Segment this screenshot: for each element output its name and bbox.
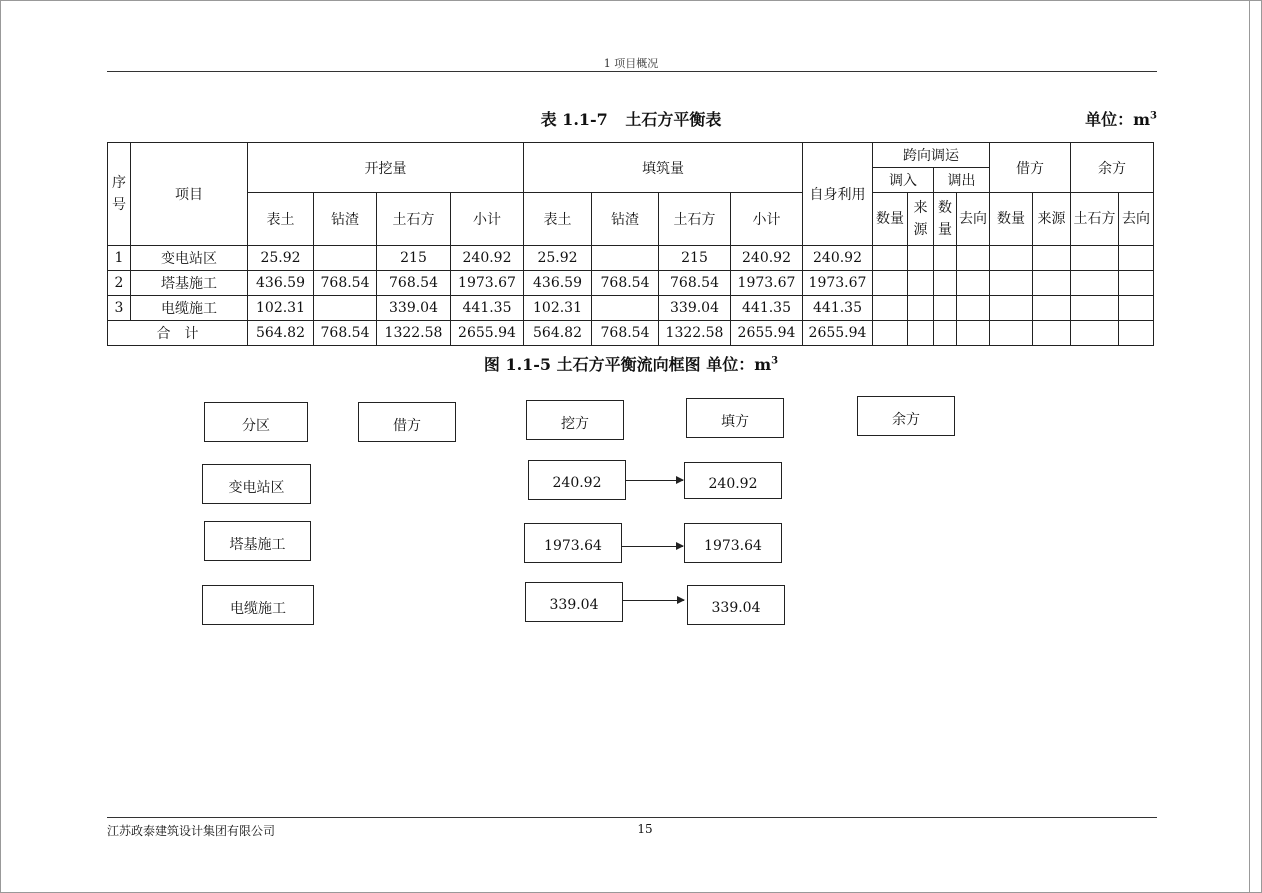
cell [934, 321, 957, 346]
header-excavation: 开挖量 [248, 143, 524, 193]
cell [990, 321, 1033, 346]
cell [990, 271, 1033, 296]
header-ex-drill: 钻渣 [314, 193, 377, 246]
arrow-right-icon [626, 480, 683, 481]
header-seq: 序号 [108, 143, 131, 246]
cell [908, 321, 934, 346]
header-cross-out: 调出 [934, 168, 990, 193]
cell [1033, 321, 1071, 346]
cell: 339.04 [659, 296, 731, 321]
box-cut-cable: 339.04 [525, 582, 623, 622]
cell: 436.59 [248, 271, 314, 296]
cell: 25.92 [524, 246, 592, 271]
row-seq: 3 [108, 296, 131, 321]
table-row [108, 246, 1154, 271]
cell: 2655.94 [731, 321, 803, 346]
row-item: 塔基施工 [131, 271, 248, 296]
cell: 441.35 [451, 296, 524, 321]
header-item: 项目 [131, 143, 248, 246]
cell [873, 271, 908, 296]
header-ex-earth: 土石方 [377, 193, 451, 246]
box-zone-header: 分区 [204, 402, 308, 442]
cell: 339.04 [377, 296, 451, 321]
row-seq: 1 [108, 246, 131, 271]
cell [957, 246, 990, 271]
header-in-source: 来源 [908, 193, 934, 246]
box-cut-substation: 240.92 [528, 460, 626, 500]
cell [908, 246, 934, 271]
cell: 240.92 [731, 246, 803, 271]
cell: 215 [659, 246, 731, 271]
header-self-use: 自身利用 [803, 143, 873, 246]
cell [1033, 271, 1071, 296]
header-fill: 填筑量 [524, 143, 803, 193]
cell [1119, 271, 1154, 296]
table-number: 表 1.1-7 [540, 110, 608, 129]
header-out-dest: 去向 [957, 193, 990, 246]
table-row [108, 296, 1154, 321]
footer-company: 江苏政泰建筑设计集团有限公司 [107, 824, 276, 838]
cell [1033, 296, 1071, 321]
cell: 240.92 [803, 246, 873, 271]
cell [934, 246, 957, 271]
cell: 768.54 [314, 321, 377, 346]
cell: 25.92 [248, 246, 314, 271]
header-in-qty: 数量 [873, 193, 908, 246]
row-item: 电缆施工 [131, 296, 248, 321]
cell: 768.54 [592, 271, 659, 296]
header-ex-subtotal: 小计 [451, 193, 524, 246]
box-fill-tower: 1973.64 [684, 523, 782, 563]
total-row [108, 321, 1154, 346]
header-borrow: 借方 [990, 143, 1071, 193]
cell [908, 271, 934, 296]
cell [1071, 296, 1119, 321]
header-fi-earth: 土石方 [659, 193, 731, 246]
table-title [0, 107, 1262, 130]
header-ex-topsoil: 表土 [248, 193, 314, 246]
cell: 441.35 [803, 296, 873, 321]
cell [934, 296, 957, 321]
row-item: 变电站区 [131, 246, 248, 271]
arrow-right-icon [622, 546, 683, 547]
cell [908, 296, 934, 321]
page-margin-rule [1249, 0, 1250, 893]
cell: 102.31 [524, 296, 592, 321]
cell: 1322.58 [659, 321, 731, 346]
cell: 768.54 [592, 321, 659, 346]
box-fill-header: 填方 [686, 398, 784, 438]
cell [873, 321, 908, 346]
cell [1119, 321, 1154, 346]
header-row-1 [108, 143, 1154, 168]
box-fill-substation: 240.92 [684, 462, 782, 499]
cell: 768.54 [659, 271, 731, 296]
header-fi-drill: 钻渣 [592, 193, 659, 246]
cell [1071, 271, 1119, 296]
header-surplus: 余方 [1071, 143, 1154, 193]
cell: 1322.58 [377, 321, 451, 346]
cell: 1973.67 [451, 271, 524, 296]
header-fi-topsoil: 表土 [524, 193, 592, 246]
cell [314, 296, 377, 321]
cell [990, 246, 1033, 271]
header-out-qty: 数量 [934, 193, 957, 246]
cell: 2655.94 [451, 321, 524, 346]
box-borrow-header: 借方 [358, 402, 456, 442]
header-surplus-earth: 土石方 [1071, 193, 1119, 246]
footer-rule [107, 817, 1157, 818]
header-borrow-qty: 数量 [990, 193, 1033, 246]
header-row-3 [108, 193, 1154, 246]
cell [1071, 321, 1119, 346]
row-seq: 2 [108, 271, 131, 296]
cell [592, 296, 659, 321]
header-rule [107, 71, 1157, 72]
cell [1071, 246, 1119, 271]
header-surplus-dest: 去向 [1119, 193, 1154, 246]
cell: 564.82 [524, 321, 592, 346]
figure-title: 图 1.1-5 土石方平衡流向框图 单位：$m^3$ [483, 355, 779, 374]
box-cut-header: 挖方 [526, 400, 624, 440]
cell: 768.54 [314, 271, 377, 296]
cell [1033, 246, 1071, 271]
cell [873, 296, 908, 321]
box-surplus-header: 余方 [857, 396, 955, 436]
cell [873, 246, 908, 271]
cell: 1973.67 [803, 271, 873, 296]
box-zone-substation: 变电站区 [202, 464, 311, 504]
cell: 2655.94 [803, 321, 873, 346]
cell: 215 [377, 246, 451, 271]
box-zone-tower: 塔基施工 [204, 521, 311, 561]
cell: 768.54 [377, 271, 451, 296]
table-row [108, 271, 1154, 296]
box-zone-cable: 电缆施工 [202, 585, 314, 625]
cell [957, 271, 990, 296]
earthwork-balance-table [107, 142, 1154, 346]
running-header: 1 项目概况 [603, 57, 659, 70]
header-fi-subtotal: 小计 [731, 193, 803, 246]
cell [592, 246, 659, 271]
box-cut-tower: 1973.64 [524, 523, 622, 563]
cell [957, 321, 990, 346]
header-cross: 跨向调运 [873, 143, 990, 168]
total-label: 合 计 [108, 321, 248, 346]
table-caption: 土石方平衡表 [625, 110, 722, 129]
cell: 1973.67 [731, 271, 803, 296]
cell [934, 271, 957, 296]
cell: 102.31 [248, 296, 314, 321]
arrow-right-icon [623, 600, 684, 601]
cell [990, 296, 1033, 321]
cell: 564.82 [248, 321, 314, 346]
cell [1119, 246, 1154, 271]
box-fill-cable: 339.04 [687, 585, 785, 625]
header-borrow-source: 来源 [1033, 193, 1071, 246]
cell: 436.59 [524, 271, 592, 296]
table-unit: 单位：$m^3$ [1085, 110, 1157, 129]
cell [1119, 296, 1154, 321]
cell: 441.35 [731, 296, 803, 321]
page-number: 15 [637, 822, 653, 836]
cell [957, 296, 990, 321]
header-cross-in: 调入 [873, 168, 934, 193]
cell [314, 246, 377, 271]
cell: 240.92 [451, 246, 524, 271]
